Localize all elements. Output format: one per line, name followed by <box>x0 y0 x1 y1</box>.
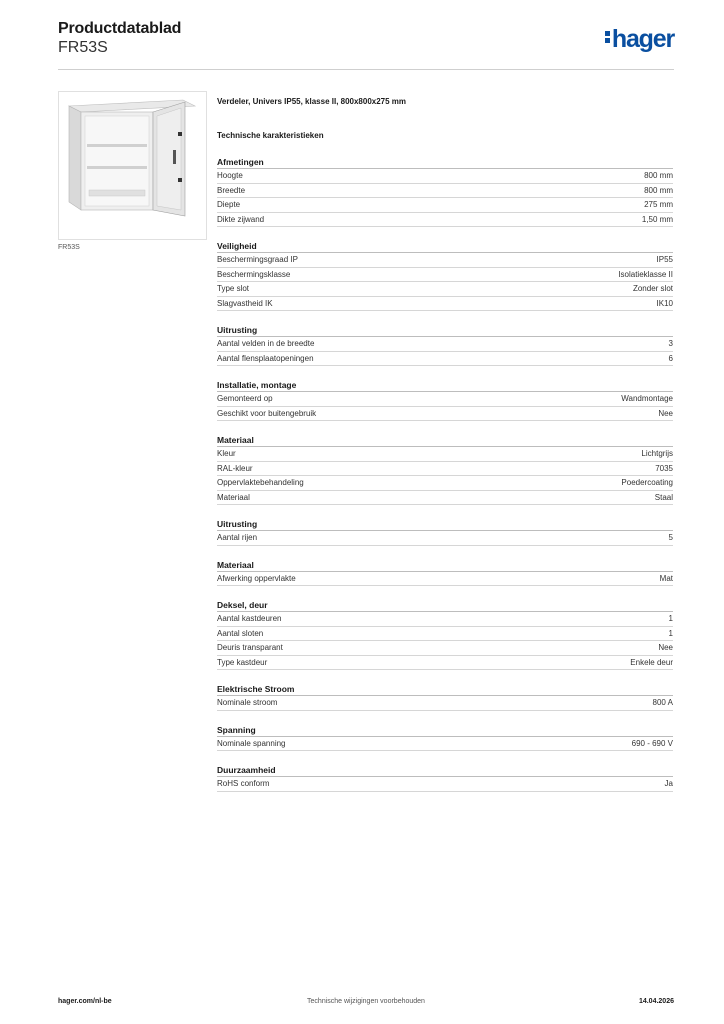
image-caption: FR53S <box>58 244 80 251</box>
product-description: Verdeler, Univers IP55, klasse II, 800x800x275 mm <box>217 97 407 106</box>
spec-row <box>217 407 673 422</box>
spec-row <box>217 213 673 228</box>
spec-row <box>217 612 673 627</box>
spec-row <box>217 447 673 462</box>
spec-row <box>217 337 673 352</box>
spec-label: Breedte <box>217 185 246 195</box>
spec-row <box>217 253 673 268</box>
spec-row <box>217 656 673 671</box>
spec-label: Aantal flensplaatopeningen <box>217 353 314 363</box>
spec-value: 275 mm <box>644 200 673 209</box>
spec-label: Kleur <box>217 449 236 458</box>
spec-row <box>217 777 673 792</box>
spec-content <box>217 97 673 792</box>
spec-group-title: Materiaal <box>217 434 673 447</box>
product-image <box>58 91 207 240</box>
logo-dots-icon <box>605 29 610 45</box>
spec-group <box>217 156 673 227</box>
spec-groups <box>217 156 673 792</box>
spec-group <box>217 518 673 546</box>
spec-label: Beschermingsgraad IP <box>217 255 298 264</box>
spec-label: Materiaal <box>217 492 250 502</box>
spec-label: Afwerking oppervlakte <box>217 573 296 583</box>
spec-group-title: Elektrische Stroom <box>217 683 673 696</box>
page-header <box>58 20 674 70</box>
spec-label: Deuris transparant <box>217 643 283 652</box>
hager-logo <box>605 27 674 52</box>
logo-text: hager <box>611 25 674 53</box>
spec-row <box>217 572 673 587</box>
spec-value: Mat <box>659 573 673 583</box>
spec-value: Ja <box>664 779 673 788</box>
spec-value: 690 - 690 V <box>631 738 673 748</box>
spec-value: 1 <box>668 614 673 623</box>
spec-group-title: Installatie, montage <box>217 379 673 392</box>
spec-label: Aantal rijen <box>217 533 258 542</box>
spec-value: Wandmontage <box>621 394 673 403</box>
spec-row <box>217 491 673 506</box>
spec-value: IP55 <box>656 255 673 264</box>
spec-value: 1 <box>668 628 673 638</box>
spec-label: Oppervlaktebehandeling <box>217 478 304 487</box>
spec-value: 1,50 mm <box>641 214 673 224</box>
spec-group <box>217 379 673 421</box>
spec-row <box>217 184 673 199</box>
footer-date: 14.04.2026 <box>638 998 674 1005</box>
document-title: Productdatablad <box>58 20 182 37</box>
spec-group-title: Spanning <box>217 724 673 737</box>
spec-value: Nee <box>658 643 673 652</box>
spec-row <box>217 737 673 752</box>
spec-row <box>217 169 673 184</box>
spec-label: Diepte <box>217 200 241 209</box>
spec-group-title: Afmetingen <box>217 156 673 169</box>
product-code: FR53S <box>58 39 108 56</box>
spec-label: Nominale spanning <box>217 738 286 748</box>
spec-label: RoHS conform <box>217 779 270 788</box>
spec-row <box>217 297 673 312</box>
spec-row <box>217 268 673 283</box>
spec-value: 7035 <box>655 463 673 473</box>
spec-group-title: Deksel, deur <box>217 599 673 612</box>
footer-notice: Technische wijzigingen voorbehouden <box>307 998 425 1005</box>
spec-group <box>217 324 673 366</box>
spec-label: Aantal velden in de breedte <box>217 339 315 348</box>
spec-group-title: Uitrusting <box>217 518 673 531</box>
spec-value: Enkele deur <box>630 657 673 667</box>
spec-label: Type slot <box>217 284 250 293</box>
spec-group <box>217 559 673 587</box>
enclosure-illustration <box>59 92 206 239</box>
spec-value: 5 <box>668 533 673 542</box>
spec-row <box>217 476 673 491</box>
spec-label: Type kastdeur <box>217 657 268 667</box>
spec-value: IK10 <box>656 298 673 308</box>
spec-group-title: Duurzaamheid <box>217 764 673 777</box>
spec-row <box>217 641 673 656</box>
spec-value: Nee <box>658 408 673 418</box>
footer-website: hager.com/nl-be <box>58 998 112 1005</box>
spec-row <box>217 198 673 213</box>
spec-value: 800 A <box>652 698 673 707</box>
spec-row <box>217 696 673 711</box>
spec-group-title: Materiaal <box>217 559 673 572</box>
spec-value: Zonder slot <box>632 284 673 293</box>
page-footer <box>58 998 674 1012</box>
spec-label: RAL-kleur <box>217 463 253 473</box>
spec-value: 3 <box>668 339 673 348</box>
spec-label: Gemonteerd op <box>217 394 273 403</box>
spec-group <box>217 240 673 311</box>
spec-label: Aantal kastdeuren <box>217 614 282 623</box>
spec-value: Isolatieklasse II <box>618 269 673 279</box>
spec-row <box>217 282 673 297</box>
spec-group <box>217 599 673 670</box>
spec-group <box>217 764 673 792</box>
spec-label: Nominale stroom <box>217 698 278 707</box>
spec-value: 800 mm <box>644 185 673 195</box>
spec-row <box>217 352 673 367</box>
spec-row <box>217 392 673 407</box>
spec-value: Lichtgrijs <box>641 449 673 458</box>
spec-group-title: Uitrusting <box>217 324 673 337</box>
spec-label: Dikte zijwand <box>217 214 265 224</box>
spec-label: Geschikt voor buitengebruik <box>217 408 317 418</box>
spec-label: Aantal sloten <box>217 628 264 638</box>
spec-group-title: Veiligheid <box>217 240 673 253</box>
spec-group <box>217 434 673 505</box>
spec-row <box>217 462 673 477</box>
spec-value: 6 <box>668 353 673 363</box>
spec-group <box>217 683 673 711</box>
spec-row <box>217 531 673 546</box>
spec-row <box>217 627 673 642</box>
spec-label: Slagvastheid IK <box>217 298 273 308</box>
spec-group <box>217 724 673 752</box>
spec-value: 800 mm <box>644 171 673 180</box>
spec-value: Poedercoating <box>621 478 673 487</box>
spec-label: Hoogte <box>217 171 243 180</box>
spec-label: Beschermingsklasse <box>217 269 291 279</box>
section-heading: Technische karakteristieken <box>217 131 324 140</box>
spec-value: Staal <box>654 492 673 502</box>
